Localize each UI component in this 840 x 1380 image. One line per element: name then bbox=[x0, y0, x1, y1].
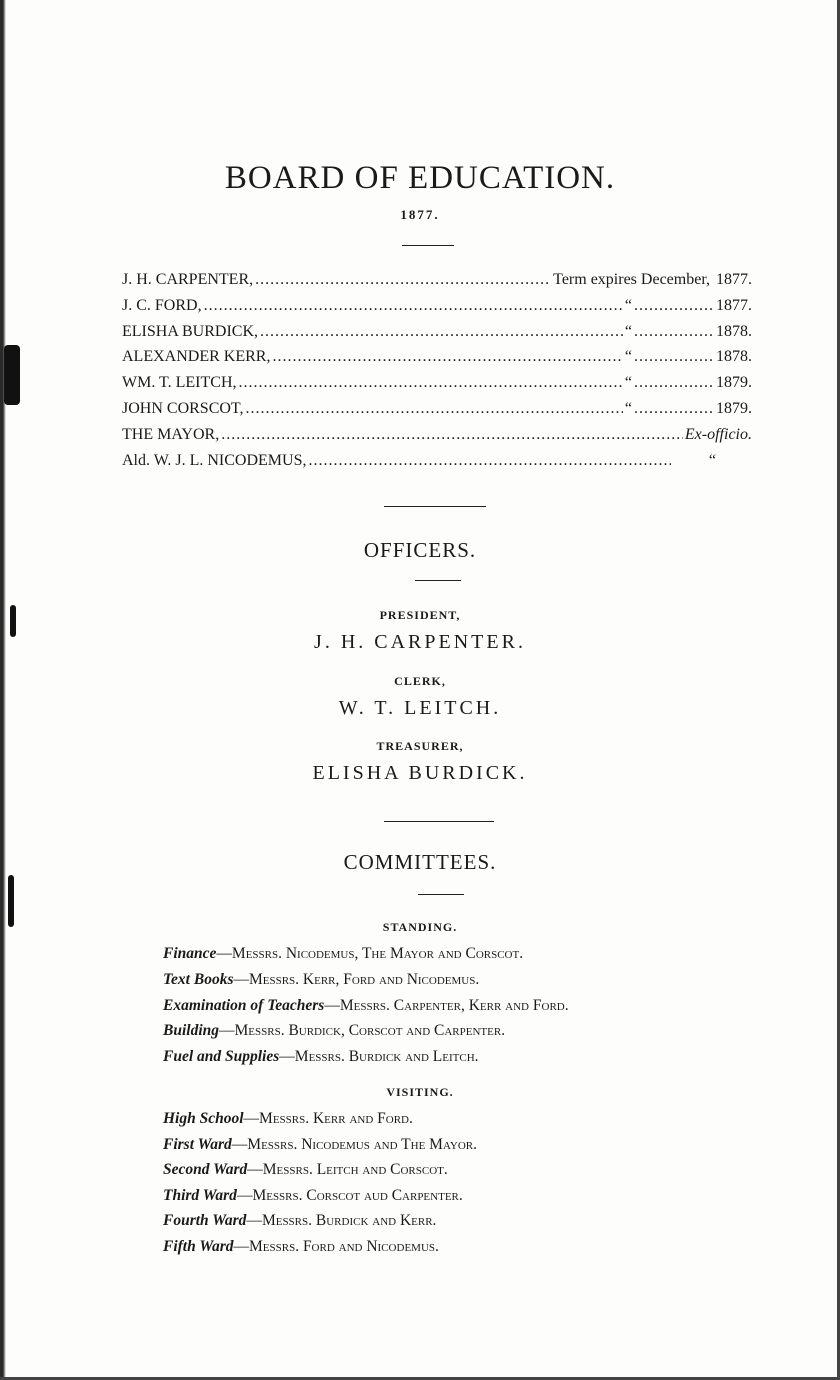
committee-name: High School bbox=[163, 1110, 244, 1127]
leader-dots bbox=[239, 374, 623, 392]
member-year: 1879. bbox=[716, 374, 752, 392]
member-term: “ bbox=[708, 451, 716, 469]
board-member-row bbox=[122, 426, 752, 452]
page-title: BOARD OF EDUCATION. bbox=[224, 160, 616, 196]
member-year: 1878. bbox=[716, 348, 752, 366]
committee-members: —Messrs. Ford and Nicodemus. bbox=[233, 1238, 439, 1255]
member-year: 1878. bbox=[716, 322, 752, 340]
committee-name: Text Books bbox=[163, 971, 234, 988]
committee-members: —Messrs. Nicodemus, The Mayor and Corscot. bbox=[216, 945, 524, 962]
committee-name: Fuel and Supplies bbox=[163, 1048, 280, 1065]
committee-members: —Messrs. Burdick and Leitch. bbox=[279, 1048, 479, 1065]
committee-row bbox=[163, 971, 763, 989]
member-term: “ bbox=[624, 399, 632, 417]
board-member-row bbox=[122, 374, 752, 400]
treasurer-name: ELISHA BURDICK. bbox=[312, 762, 528, 784]
committee-row bbox=[163, 1161, 763, 1179]
member-name: J. H. CARPENTER, bbox=[122, 271, 254, 288]
officers-heading: OFFICERS. bbox=[363, 538, 477, 562]
treasurer-label: TREASURER, bbox=[376, 739, 464, 753]
leader-dots bbox=[634, 374, 714, 392]
divider bbox=[384, 821, 494, 822]
committee-row bbox=[163, 1212, 763, 1230]
member-name: JOHN CORSCOT, bbox=[122, 399, 244, 417]
committee-name: Building bbox=[163, 1022, 219, 1039]
committee-members: —Messrs. Carpenter, Kerr and Ford. bbox=[324, 997, 569, 1014]
committee-row bbox=[163, 1238, 763, 1256]
leader-dots bbox=[308, 452, 670, 470]
clerk-label: CLERK, bbox=[394, 674, 446, 688]
board-member-row bbox=[122, 400, 752, 426]
committee-members: —Messrs. Corscot aud Carpenter. bbox=[236, 1187, 463, 1204]
committee-members: —Messrs. Leitch and Corscot. bbox=[247, 1161, 448, 1178]
member-name: THE MAYOR, bbox=[122, 425, 220, 443]
committee-members: —Messrs. Kerr, Ford and Nicodemus. bbox=[233, 971, 480, 988]
binding-mark bbox=[4, 345, 20, 405]
committee-row bbox=[163, 1187, 763, 1205]
committee-row bbox=[163, 1110, 763, 1128]
member-term: “ bbox=[624, 322, 632, 340]
leader-dots bbox=[634, 400, 714, 418]
committee-row bbox=[163, 997, 763, 1015]
committee-row bbox=[163, 1022, 763, 1040]
leader-dots bbox=[260, 323, 623, 341]
board-member-row bbox=[122, 271, 752, 297]
committee-name: Examination of Teachers bbox=[163, 997, 325, 1014]
president-label: PRESIDENT, bbox=[379, 608, 461, 622]
leader-dots bbox=[221, 426, 683, 444]
member-term: Ex-officio. bbox=[684, 425, 752, 443]
committee-name: Fifth Ward bbox=[163, 1238, 234, 1255]
divider bbox=[418, 894, 464, 895]
member-year: 1877. bbox=[716, 271, 752, 288]
committee-members: —Messrs. Kerr and Ford. bbox=[243, 1110, 413, 1127]
leader-dots bbox=[204, 297, 623, 315]
member-year: 1877. bbox=[716, 296, 752, 314]
member-term: Term expires December, bbox=[553, 271, 710, 288]
committee-members: —Messrs. Burdick and Kerr. bbox=[246, 1212, 437, 1229]
committee-name: Third Ward bbox=[163, 1187, 237, 1204]
member-name: ELISHA BURDICK, bbox=[122, 322, 259, 340]
member-year: 1879. bbox=[716, 399, 752, 417]
committee-row bbox=[163, 1048, 763, 1066]
member-name: Ald. W. J. L. NICODEMUS, bbox=[122, 451, 307, 469]
board-member-list bbox=[122, 271, 752, 477]
committee-name: Fourth Ward bbox=[163, 1212, 247, 1229]
member-term: “ bbox=[624, 348, 632, 366]
committee-row bbox=[163, 945, 763, 963]
leader-dots bbox=[634, 297, 714, 315]
visiting-label: VISITING. bbox=[386, 1085, 454, 1099]
committee-row bbox=[163, 1136, 763, 1154]
committee-members: —Messrs. Burdick, Corscot and Carpenter. bbox=[219, 1022, 506, 1039]
page-year: 1877. bbox=[400, 207, 440, 222]
committee-name: Second Ward bbox=[163, 1161, 248, 1178]
divider bbox=[415, 580, 461, 581]
leader-dots bbox=[634, 323, 714, 341]
member-name: ALEXANDER KERR, bbox=[122, 348, 271, 366]
board-member-row bbox=[122, 297, 752, 323]
committee-name: Finance bbox=[163, 945, 217, 962]
board-member-row bbox=[122, 348, 752, 374]
committee-name: First Ward bbox=[163, 1136, 232, 1153]
leader-dots bbox=[255, 271, 551, 289]
leader-dots bbox=[246, 400, 623, 418]
member-term: “ bbox=[624, 374, 632, 392]
divider bbox=[402, 245, 454, 246]
board-member-row bbox=[122, 323, 752, 349]
divider bbox=[384, 506, 486, 507]
member-name: WM. T. LEITCH, bbox=[122, 374, 237, 392]
committee-members: —Messrs. Nicodemus and The Mayor. bbox=[231, 1136, 477, 1153]
standing-label: STANDING. bbox=[382, 920, 458, 934]
leader-dots bbox=[634, 348, 714, 366]
member-name: J. C. FORD, bbox=[122, 296, 202, 314]
president-name: J. H. CARPENTER. bbox=[314, 631, 526, 653]
clerk-name: W. T. LEITCH. bbox=[338, 697, 502, 719]
board-member-row bbox=[122, 452, 752, 478]
leader-dots bbox=[272, 348, 622, 366]
committees-heading: COMMITTEES. bbox=[343, 850, 497, 874]
member-term: “ bbox=[624, 296, 632, 314]
